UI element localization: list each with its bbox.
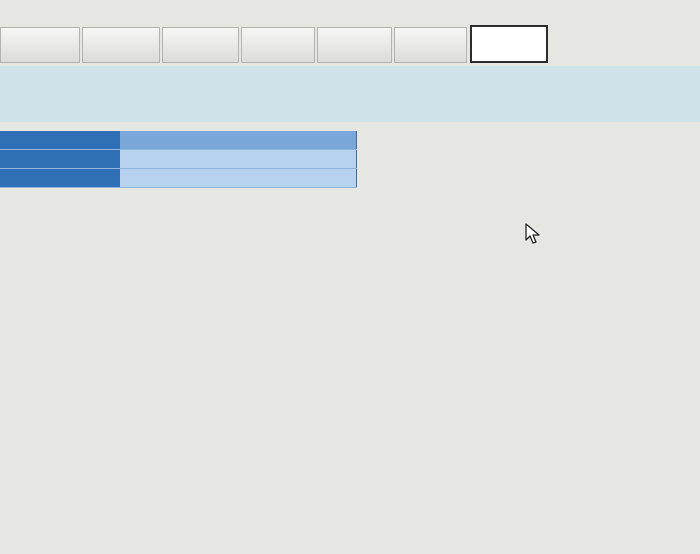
mouse-pointer-icon [525,223,541,245]
header-row-company [0,131,357,150]
tab-statement-of-retained-earnings[interactable] [394,27,467,63]
tab-income-statement[interactable] [317,27,392,63]
tab-general-journal[interactable] [82,27,160,63]
tab-general-ledger[interactable] [162,27,239,63]
header-row-title [0,150,357,169]
tab-balance-sheet[interactable] [470,25,548,63]
balance-sheet-grid [0,131,357,551]
instructions-panel [0,66,700,122]
tab-trial-balance[interactable] [241,27,315,63]
statement-date [120,169,356,187]
tab-bar [0,27,700,63]
tab-requirement[interactable] [0,27,80,63]
statement-title [120,150,356,168]
company-name [120,131,356,149]
header-row-date [0,169,357,188]
